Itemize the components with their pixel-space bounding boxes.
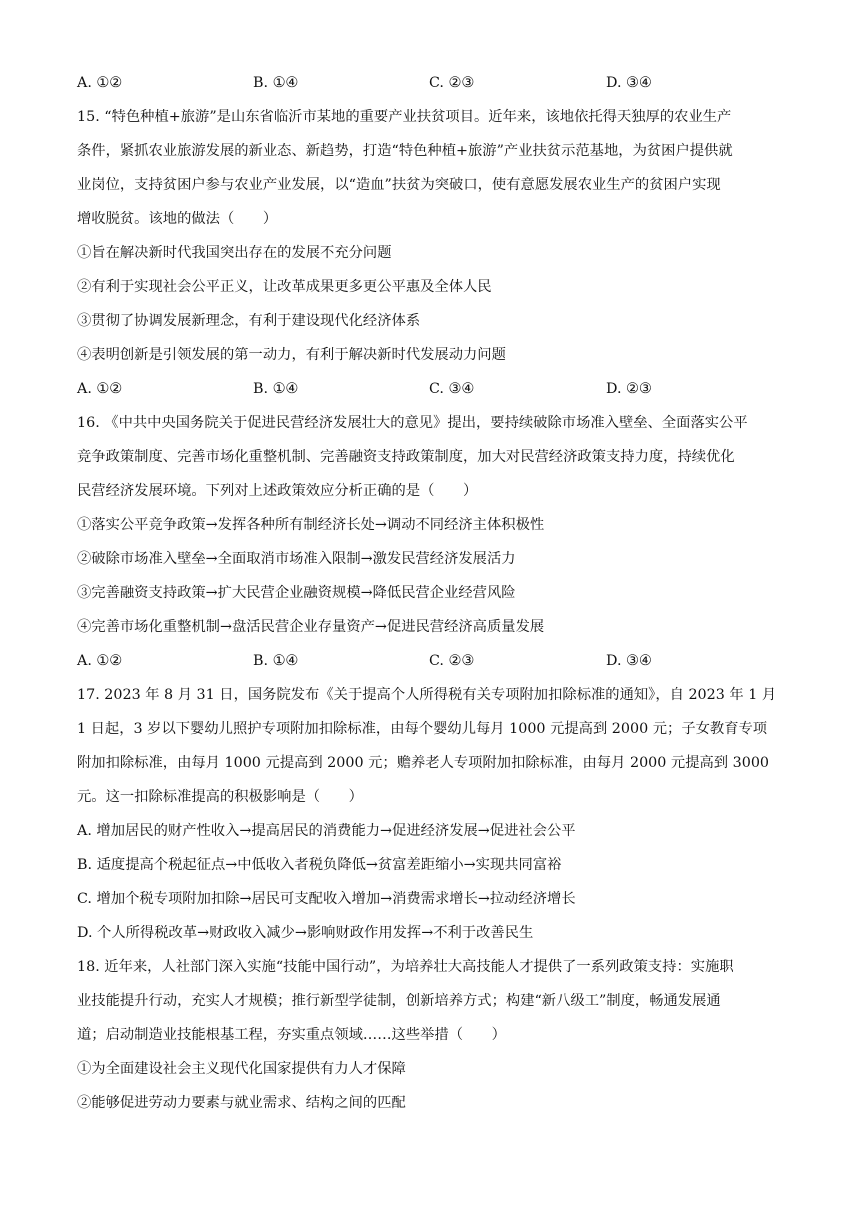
- q18-stem-line: 18. 近年来，人社部门深入实施“技能中国行动”，为培养壮大高技能人才提供了一系列政策支持：实施职: [77, 959, 734, 975]
- q15-item: ④表明创新是引领发展的第一动力，有利于解决新时代发展动力问题: [77, 347, 506, 363]
- option-d: D. ③④: [606, 653, 652, 669]
- q17-choice-d: D. 个人所得税改革→财政收入减少→影响财政作用发挥→不利于改善民生: [77, 925, 534, 941]
- q15-item: ②有利于实现社会公平正义，让改革成果更多更公平惠及全体人民: [77, 279, 492, 295]
- q16-item: ①落实公平竞争政策→发挥各种所有制经济长处→调动不同经济主体积极性: [77, 517, 545, 533]
- option-a: A. ①②: [77, 381, 123, 397]
- q17-stem-line: 17. 2023 年 8 月 31 日，国务院发布《关于提高个人所得税有关专项附加扣除标准的通知》，自 2023 年 1 月: [77, 687, 777, 703]
- q17-choice-a: A. 增加居民的财产性收入→提高居民的消费能力→促进经济发展→促进社会公平: [77, 823, 576, 839]
- q15-stem-line: 15. “特色种植+旅游”是山东省临沂市某地的重要产业扶贫项目。近年来，该地依托得天独厚的农业生产: [77, 109, 732, 125]
- option-c: C. ③④: [429, 381, 475, 397]
- q15-stem-line: 条件，紧抓农业旅游发展的新业态、新趋势，打造“特色种植+旅游”产业扶贫示范基地，为贫困户提供就: [77, 143, 733, 159]
- q16-stem-line: 竞争政策制度、完善市场化重整机制、完善融资支持政策制度，加大对民营经济政策支持力度，持续优化: [77, 449, 735, 465]
- q18-stem-line: 业技能提升行动，充实人才规模；推行新型学徒制，创新培养方式；构建“新八级工”制度，畅通发展通: [77, 993, 721, 1009]
- q15-options: [77, 379, 789, 399]
- q17-stem-line: 1 日起，3 岁以下婴幼儿照护专项附加扣除标准，由每个婴幼儿每月 1000 元提高到 2000 元；子女教育专项: [77, 721, 768, 737]
- option-a: A. ①②: [77, 653, 123, 669]
- q15-stem-line: 业岗位，支持贫困户参与农业产业发展，以“造血”扶贫为突破口，使有意愿发展农业生产的贫困户实现: [77, 177, 721, 193]
- option-a: A. ①②: [77, 75, 123, 91]
- q15-item: ③贯彻了协调发展新理念，有利于建设现代化经济体系: [77, 313, 421, 329]
- q17-choice-b: B. 适度提高个税起征点→中低收入者税负降低→贫富差距缩小→实现共同富裕: [77, 857, 562, 873]
- q15-item: ①旨在解决新时代我国突出存在的发展不充分问题: [77, 245, 392, 261]
- q16-item: ④完善市场化重整机制→盘活民营企业存量资产→促进民营经济高质量发展: [77, 619, 545, 635]
- q18-stem-line: 道；启动制造业技能根基工程，夯实重点领域……这些举措（ ）: [77, 1027, 506, 1043]
- q14-options: [77, 73, 789, 93]
- option-d: D. ②③: [606, 381, 652, 397]
- q16-item: ②破除市场准入壁垒→全面取消市场准入限制→激发民营经济发展活力: [77, 551, 516, 567]
- q17-stem-line: 元。这一扣除标准提高的积极影响是（ ）: [77, 789, 363, 805]
- option-b: B. ①④: [253, 653, 299, 669]
- option-c: C. ②③: [429, 653, 475, 669]
- option-b: B. ①④: [253, 75, 299, 91]
- q16-options: [77, 651, 789, 671]
- q18-item: ①为全面建设社会主义现代化国家提供有力人才保障: [77, 1061, 406, 1077]
- q16-stem-line: 16. 《中共中央国务院关于促进民营经济发展壮大的意见》提出，要持续破除市场准入壁垒、全面落实公平: [77, 415, 748, 431]
- q16-stem-line: 民营经济发展环境。下列对上述政策效应分析正确的是（ ）: [77, 483, 478, 499]
- option-b: B. ①④: [253, 381, 299, 397]
- option-c: C. ②③: [429, 75, 475, 91]
- option-d: D. ③④: [606, 75, 652, 91]
- q16-item: ③完善融资支持政策→扩大民营企业融资规模→降低民营企业经营风险: [77, 585, 516, 601]
- q18-item: ②能够促进劳动力要素与就业需求、结构之间的匹配: [77, 1095, 406, 1111]
- q17-choice-c: C. 增加个税专项附加扣除→居民可支配收入增加→消费需求增长→拉动经济增长: [77, 891, 576, 907]
- q17-stem-line: 附加扣除标准，由每月 1000 元提高到 2000 元；赡养老人专项附加扣除标准，由每月 2000 元提高到 3000: [77, 755, 770, 771]
- q15-stem-line: 增收脱贫。该地的做法（ ）: [77, 211, 278, 227]
